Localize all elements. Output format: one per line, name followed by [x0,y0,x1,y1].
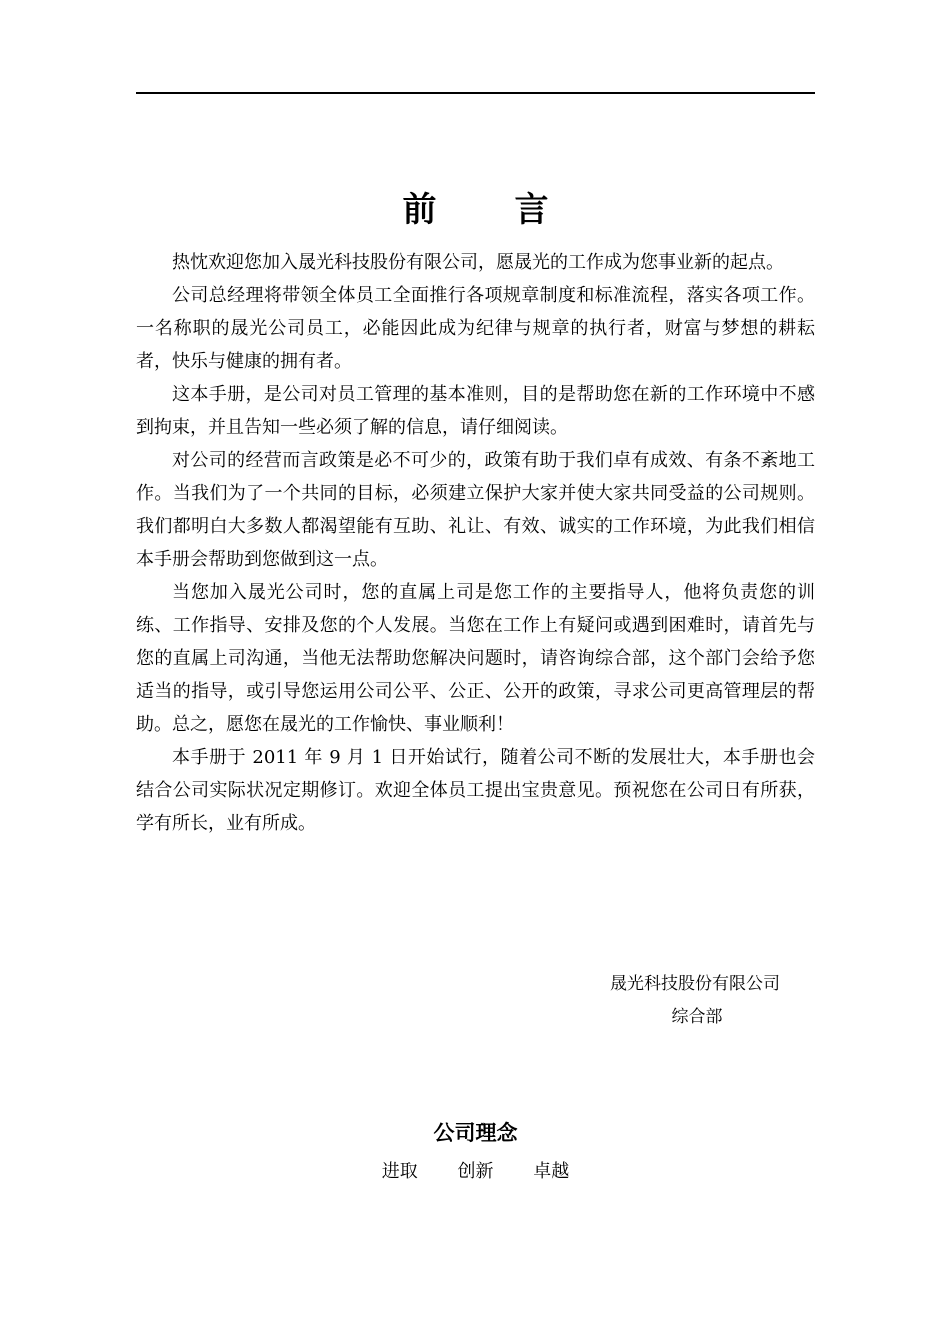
signature-company: 晟光科技股份有限公司 [610,974,780,994]
paragraph-trial-date: 本手册于 2011 年 9 月 1 日开始试行，随着公司不断的发展壮大，本手册也会结合公司实际状况定期修订。欢迎全体员工提出宝贵意见。预祝您在公司日有所获，学有所长，业有所成。 [136,747,815,834]
paragraph-policy: 对公司的经营而言政策是必不可少的，政策有助于我们卓有成效、有条不紊地工作。当我们为了一个共同的目标，必须建立保护大家并使大家共同受益的公司规则。我们都明白大多数人都渴望能有互助、礼让、有效、诚实的工作环境，为此我们相信本手册会帮助到您做到这一点。 [136,450,815,570]
paragraph-handbook-purpose: 这本手册，是公司对员工管理的基本准则，目的是帮助您在新的工作环境中不感到拘束，并且告知一些必须了解的信息，请仔细阅读。 [136,384,815,438]
signature-department: 综合部 [671,1007,723,1027]
value-progress: 进取 [381,1161,418,1182]
preface-title: 前言 [402,190,627,230]
header-rule [136,92,815,94]
paragraph-welcome: 热忱欢迎您加入晟光科技股份有限公司，愿晟光的工作成为您事业新的起点。 [172,252,784,273]
signature-block [520,968,780,1034]
value-excellence: 卓越 [533,1161,570,1182]
philosophy-title: 公司理念 [433,1121,518,1145]
value-innovation: 创新 [457,1161,494,1182]
philosophy-values [136,1158,815,1186]
paragraph-management: 公司总经理将带领全体员工全面推行各项规章制度和标准流程，落实各项工作。一名称职的晟光公司员工，必能因此成为纪律与规章的执行者，财富与梦想的耕耘者，快乐与健康的拥有者。 [136,285,815,372]
paragraph-supervisor: 当您加入晟光公司时，您的直属上司是您工作的主要指导人，他将负责您的训练、工作指导、安排及您的个人发展。当您在工作上有疑问或遇到困难时，请首先与您的直属上司沟通，当他无法帮助您解决问题时，请咨询综合部，这个部门会给予您适当的指导，或引导您运用公司公平、公正、公开的政策，寻求公司更高管理层的帮助。总之，愿您在晟光的工作愉快、事业顺利！ [136,582,815,735]
preface-body [136,246,815,840]
